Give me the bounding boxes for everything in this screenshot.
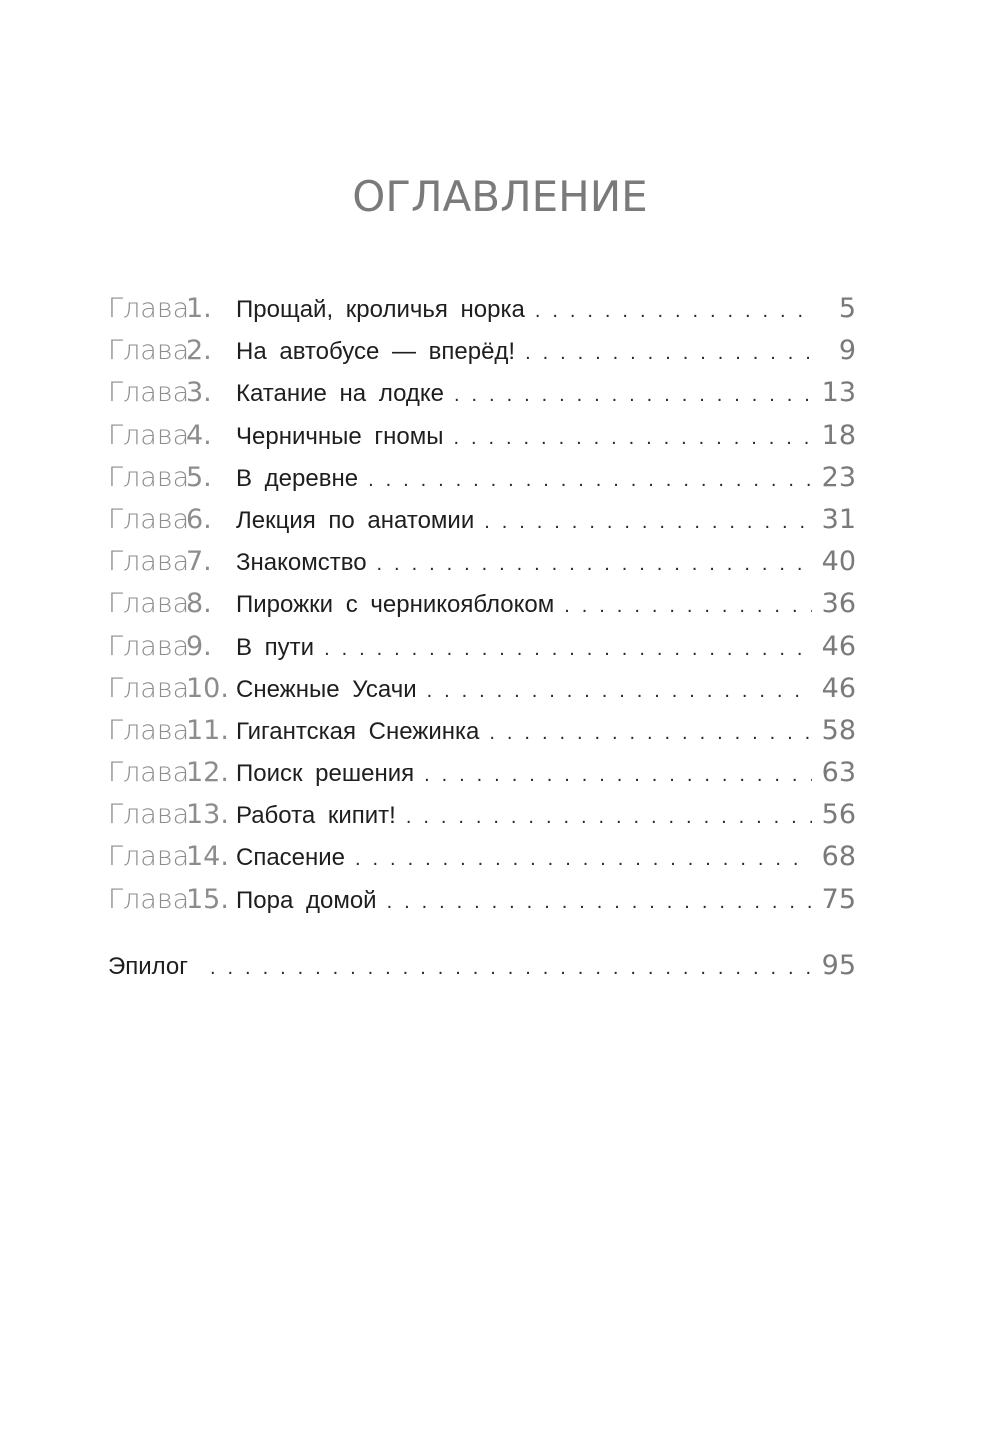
chapter-number: 11.: [186, 714, 229, 746]
dot-leader: [424, 764, 812, 787]
page-number: 13: [821, 377, 856, 409]
chapter-number: 5.: [186, 461, 212, 493]
dot-leader: [535, 300, 812, 323]
chapter-title: Черничные гномы: [236, 422, 444, 450]
chapter-label: Глава: [108, 335, 190, 367]
toc-entry: [108, 546, 856, 588]
toc-entry: [108, 841, 856, 883]
chapter-title: В деревне: [236, 464, 359, 492]
dot-leader: [210, 957, 812, 980]
page-number: 46: [821, 630, 856, 662]
toc-entry: [108, 377, 856, 419]
dot-leader: [368, 469, 812, 492]
chapter-label: Глава: [108, 419, 190, 451]
chapter-label: Глава: [108, 546, 190, 578]
dot-leader: [355, 848, 812, 871]
chapter-title: Работа кипит!: [236, 802, 396, 830]
chapter-title: Лекция по анатомии: [236, 506, 475, 534]
page-number: 18: [821, 419, 856, 451]
dot-leader: [387, 891, 812, 914]
toc-entry: [108, 462, 856, 504]
toc-entry: [108, 799, 856, 841]
chapter-title: Знакомство: [236, 549, 367, 577]
page-number: 95: [821, 950, 856, 981]
toc-entry: [108, 757, 856, 799]
dot-leader: [489, 722, 812, 745]
chapter-title: Поиск решения: [236, 760, 415, 788]
page-number: 63: [821, 757, 856, 789]
page-number: 5: [838, 293, 856, 324]
chapter-label: Глава: [108, 377, 190, 409]
chapter-number: 2.: [186, 335, 212, 367]
chapter-title: Пора домой: [236, 886, 377, 914]
chapter-label: Глава: [108, 588, 190, 620]
chapter-number: 14.: [186, 841, 229, 873]
chapter-number: 15.: [186, 883, 229, 915]
toc-entry: [108, 715, 856, 757]
chapter-label: Глава: [108, 841, 190, 873]
chapter-number: 1.: [186, 293, 212, 324]
chapter-label: Глава: [108, 630, 190, 662]
toc-entry: [108, 293, 856, 335]
dot-leader: [377, 553, 812, 576]
toc-list: [108, 293, 856, 926]
toc-entry: [108, 420, 856, 462]
dot-leader: [453, 427, 812, 450]
chapter-label: Глава: [108, 461, 190, 493]
chapter-number: 8.: [186, 588, 212, 620]
dot-leader: [525, 342, 812, 365]
toc-entry: [108, 335, 856, 377]
chapter-number: 13.: [186, 799, 229, 831]
toc-heading: ОГЛАВЛЕНИЕ: [352, 172, 648, 221]
chapter-title: На автобусе — вперёд!: [236, 338, 516, 366]
dot-leader: [324, 638, 812, 661]
toc-entry: [108, 673, 856, 715]
toc-entry: [108, 588, 856, 630]
dot-leader: [484, 511, 812, 534]
page-number: 36: [821, 588, 856, 620]
chapter-number: 10.: [186, 672, 229, 704]
chapter-label: Глава: [108, 883, 190, 915]
chapter-number: 6.: [186, 503, 212, 535]
chapter-title: Прощай, кроличья норка: [236, 296, 525, 323]
chapter-label: Глава: [108, 503, 190, 535]
chapter-number: 4.: [186, 419, 212, 451]
chapter-title: Катание на лодке: [236, 380, 445, 408]
page-number: 75: [821, 883, 856, 915]
chapter-title: Гигантская Снежинка: [236, 717, 480, 745]
page-number: 40: [821, 546, 856, 578]
chapter-title: Снежные Усачи: [236, 675, 417, 703]
page-number: 46: [821, 672, 856, 704]
chapter-title: Спасение: [236, 844, 346, 872]
chapter-label: Глава: [108, 672, 190, 704]
chapter-label: Глава: [108, 757, 190, 789]
dot-leader: [564, 595, 812, 618]
dot-leader: [427, 680, 812, 703]
dot-leader: [406, 806, 812, 829]
chapter-label: Глава: [108, 293, 190, 324]
toc-entry: [108, 504, 856, 546]
epilogue-title: Эпилог: [108, 953, 189, 980]
chapter-label: Глава: [108, 799, 190, 831]
page-number: 58: [821, 714, 856, 746]
chapter-number: 9.: [186, 630, 212, 662]
chapter-title: Пирожки с черникояблоком: [236, 591, 555, 619]
chapter-number: 7.: [186, 546, 212, 578]
page-number: 9: [838, 335, 856, 367]
chapter-number: 3.: [186, 377, 212, 409]
chapter-number: 12.: [186, 757, 229, 789]
toc-entry: [108, 631, 856, 673]
toc-entry: [108, 884, 856, 926]
page-number: 56: [821, 799, 856, 831]
chapter-label: Глава: [108, 714, 190, 746]
dot-leader: [454, 384, 812, 407]
page-number: 31: [821, 503, 856, 535]
chapter-title: В пути: [236, 633, 315, 661]
page-number: 68: [821, 841, 856, 873]
page-number: 23: [821, 461, 856, 493]
toc-entry-epilogue: [108, 950, 856, 992]
